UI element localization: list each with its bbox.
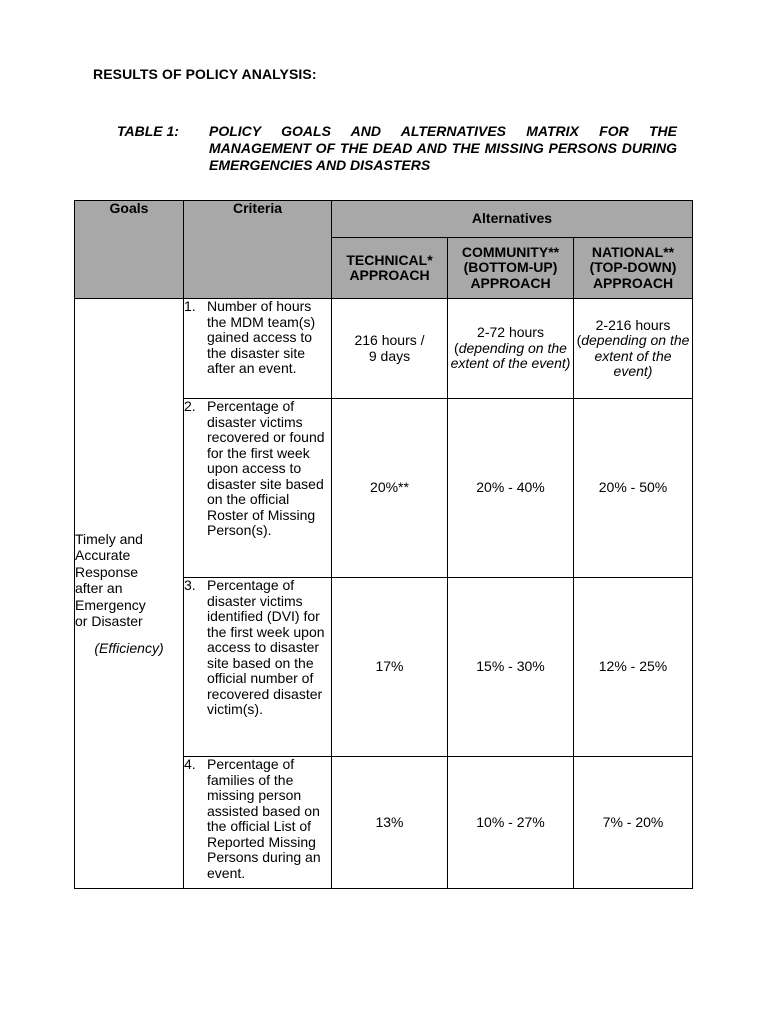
technical-value bbox=[332, 299, 448, 399]
criterion-number: 4. bbox=[184, 756, 196, 772]
goal-cell bbox=[75, 299, 184, 889]
community-value-main: 2-72 hours bbox=[477, 324, 544, 341]
community-value-note: depending on the extent of the event) bbox=[450, 339, 571, 372]
criterion-number: 1. bbox=[184, 298, 196, 314]
table-caption bbox=[117, 123, 677, 174]
goal-line: Emergency bbox=[75, 596, 146, 613]
national-header-line2: (TOP-DOWN) bbox=[589, 259, 677, 276]
technical-value-line2: 9 days bbox=[368, 347, 411, 364]
goal-line: Timely and bbox=[75, 530, 143, 547]
criterion-number: 2. bbox=[184, 398, 196, 414]
community-header-line3: APPROACH bbox=[470, 274, 551, 291]
policy-matrix-table bbox=[74, 200, 693, 889]
goal-line: Accurate bbox=[75, 547, 131, 564]
national-approach-header bbox=[574, 238, 693, 299]
national-value: 20% - 50% bbox=[574, 399, 693, 578]
criterion-text: Percentage of disaster victims recovered or found for the first week upon access to disaster site based on the official Roster of Missing Person(s). bbox=[207, 398, 325, 538]
goals-header: Goals bbox=[75, 201, 184, 299]
alternatives-header: Alternatives bbox=[332, 201, 693, 238]
national-value bbox=[574, 299, 693, 399]
national-value: 12% - 25% bbox=[574, 578, 693, 757]
community-header-line1: COMMUNITY** bbox=[461, 243, 560, 260]
criterion-text: Percentage of disaster victims identified (DVI) for the first week upon access to disaster site based on the official number of recovered disaster victim(s). bbox=[207, 577, 325, 717]
criterion-cell bbox=[184, 399, 332, 578]
table-label: TABLE 1: bbox=[117, 123, 179, 139]
goal-line: Response bbox=[75, 563, 139, 580]
criterion-text: Percentage of families of the missing person assisted based on the official List of Reported Missing Persons during an event. bbox=[207, 756, 321, 881]
national-value-note: depending on the extent of the event) bbox=[581, 332, 690, 379]
technical-value: 13% bbox=[332, 757, 448, 889]
criterion-cell bbox=[184, 757, 332, 889]
criterion-cell bbox=[184, 299, 332, 399]
national-value: 7% - 20% bbox=[574, 757, 693, 889]
community-header-line2: (BOTTOM-UP) bbox=[463, 259, 558, 276]
technical-header-line1: TECHNICAL* bbox=[346, 251, 433, 268]
technical-value: 20%** bbox=[332, 399, 448, 578]
page-heading: RESULTS OF POLICY ANALYSIS: bbox=[93, 66, 317, 82]
criterion-number: 3. bbox=[184, 577, 196, 593]
community-approach-header bbox=[448, 238, 574, 299]
goal-line: after an bbox=[75, 580, 123, 597]
community-value: 10% - 27% bbox=[448, 757, 574, 889]
criterion-cell bbox=[184, 578, 332, 757]
technical-header-line2: APPROACH bbox=[349, 267, 430, 283]
header-row-1 bbox=[75, 201, 693, 238]
goal-subtitle: (Efficiency) bbox=[94, 639, 164, 656]
criteria-header: Criteria bbox=[184, 201, 332, 299]
goal-line: or Disaster bbox=[75, 613, 143, 630]
table-row bbox=[75, 299, 693, 399]
community-value: 20% - 40% bbox=[448, 399, 574, 578]
technical-value: 17% bbox=[332, 578, 448, 757]
table-title: POLICY GOALS AND ALTERNATIVES MATRIX FOR THE MANAGEMENT OF THE DEAD AND THE MISSING PERSONS DURING EMERGENCIES AND DISASTERS bbox=[209, 123, 677, 173]
national-header-line3: APPROACH bbox=[592, 274, 674, 291]
community-value-paren: ( bbox=[454, 339, 459, 356]
national-value-paren: ( bbox=[576, 332, 582, 348]
technical-approach-header bbox=[332, 238, 448, 299]
community-value bbox=[448, 299, 574, 399]
community-value: 15% - 30% bbox=[448, 578, 574, 757]
criterion-text: Number of hours the MDM team(s) gained access to the disaster site after an event. bbox=[207, 298, 316, 376]
technical-value-line1: 216 hours / bbox=[354, 332, 425, 348]
national-value-main: 2-216 hours bbox=[595, 316, 671, 333]
national-header-line1: NATIONAL** bbox=[591, 243, 675, 260]
